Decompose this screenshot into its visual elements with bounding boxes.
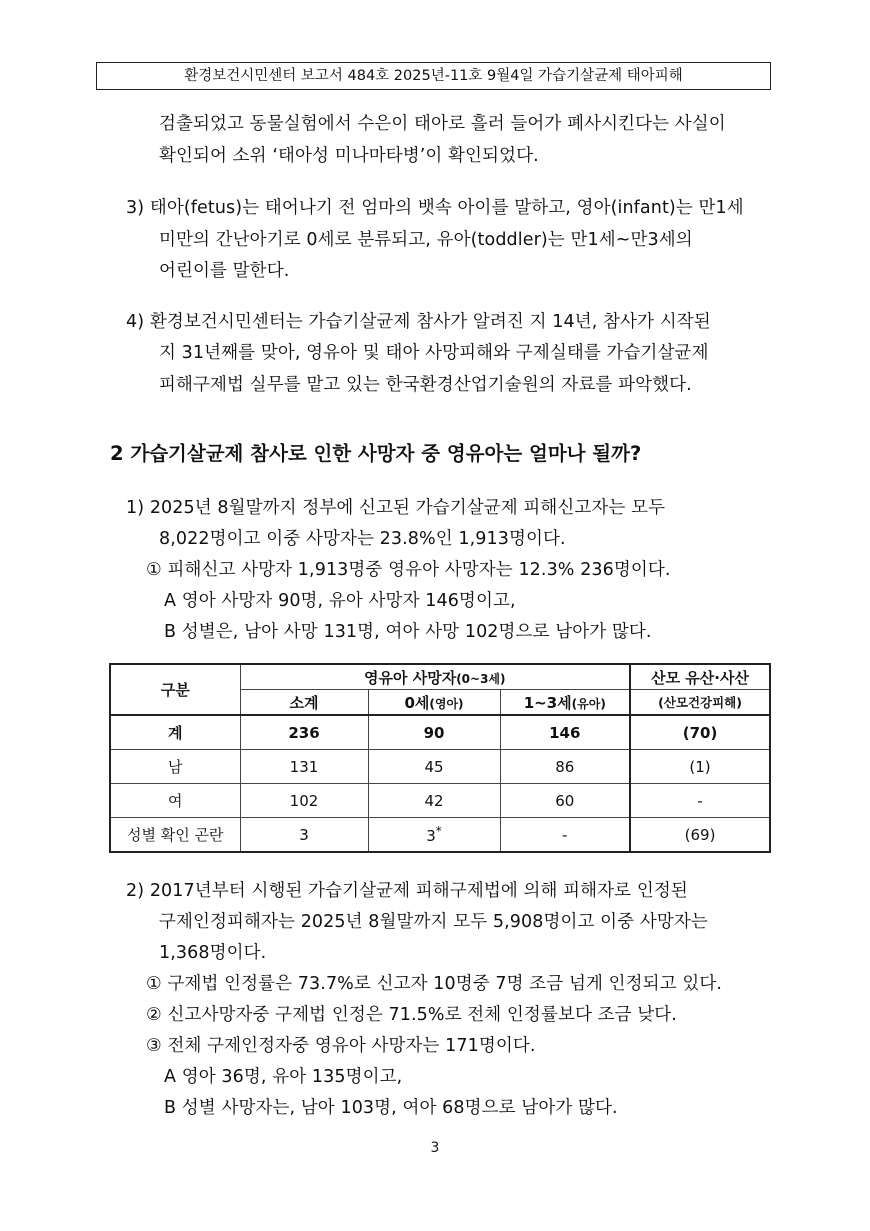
table-row xyxy=(110,784,770,818)
sub-item-2: ② 신고사망자중 구제법 인정은 71.5%로 전체 인정률보다 조금 낮다. xyxy=(146,1005,677,1025)
list-item-3: 3) 태아(fetus)는 태어나기 전 엄마의 뱃속 아이를 말하고, 영아(infant)는 만1세 xyxy=(126,198,744,218)
list-item-1: 1) 2025년 8월말까지 정부에 신고된 가습기살균제 피해신고자는 모두 xyxy=(126,498,666,518)
report-header: 환경보건시민센터 보고서 484호 2025년-11호 9월4일 가습기살균제 태아피해 xyxy=(96,62,771,90)
paragraph-line: 8,022명이고 이중 사망자는 23.8%인 1,913명이다. xyxy=(159,529,566,549)
cell-subtotal: 236 xyxy=(240,715,368,750)
cell-age0: 90 xyxy=(368,715,500,750)
cell-age0: 3* xyxy=(368,818,500,853)
sub-item-b: B 성별은, 남아 사망 131명, 여아 사망 102명으로 남아가 많다. xyxy=(164,622,652,642)
paragraph-line: 구제인정피해자는 2025년 8월말까지 모두 5,908명이고 이중 사망자는 xyxy=(159,912,708,932)
table-row-total xyxy=(110,715,770,750)
sub-item-a: A 영아 사망자 90명, 유아 사망자 146명이고, xyxy=(164,591,516,611)
cell-age1-3: 60 xyxy=(500,784,630,818)
row-label: 남 xyxy=(110,750,240,784)
cell-age1-3: - xyxy=(500,818,630,853)
header-age0: 0세(영아) xyxy=(368,690,500,716)
cell-subtotal: 131 xyxy=(240,750,368,784)
sub-item-a: A 영아 36명, 유아 135명이고, xyxy=(164,1067,403,1087)
paragraph-line: 미만의 간난아기로 0세로 분류되고, 유아(toddler)는 만1세~만3세의 xyxy=(159,230,693,250)
cell-maternal: (70) xyxy=(630,715,770,750)
cell-age1-3: 146 xyxy=(500,715,630,750)
cell-age1-3: 86 xyxy=(500,750,630,784)
sub-item-1: ① 구제법 인정률은 73.7%로 신고자 10명중 7명 조금 넘게 인정되고 있다. xyxy=(146,974,722,994)
header-maternal-sub: (산모건강피해) xyxy=(630,690,770,716)
header-age1-3: 1~3세(유아) xyxy=(500,690,630,716)
paragraph-line: 지 31년째를 맞아, 영유아 및 태아 사망피해와 구제실태를 가습기살균제 xyxy=(159,343,709,363)
cell-maternal: (69) xyxy=(630,818,770,853)
list-item-2: 2) 2017년부터 시행된 가습기살균제 피해구제법에 의해 피해자로 인정된 xyxy=(126,881,688,901)
sub-item-b: B 성별 사망자는, 남아 103명, 여아 68명으로 남아가 많다. xyxy=(164,1098,618,1118)
list-item-4: 4) 환경보건시민센터는 가습기살균제 참사가 알려진 지 14년, 참사가 시작된 xyxy=(126,312,711,332)
paragraph-line: 어린이를 말한다. xyxy=(159,261,290,281)
row-label: 계 xyxy=(110,715,240,750)
page-number: 3 xyxy=(430,1140,440,1156)
cell-age0: 42 xyxy=(368,784,500,818)
sub-item-3: ③ 전체 구제인정자중 영유아 사망자는 171명이다. xyxy=(146,1036,536,1056)
paragraph-line: 확인되어 소위 ‘태아성 미나마타병’이 확인되었다. xyxy=(159,146,539,166)
paragraph-line: 1,368명이다. xyxy=(159,943,267,963)
section-heading: 2 가습기살균제 참사로 인한 사망자 중 영유아는 얼마나 될까? xyxy=(110,442,642,465)
paragraph-line: 검출되었고 동물실험에서 수은이 태아로 흘러 들어가 폐사시킨다는 사실이 xyxy=(159,114,726,134)
row-label: 성별 확인 곤란 xyxy=(110,818,240,853)
sub-item-1: ① 피해신고 사망자 1,913명중 영유아 사망자는 12.3% 236명이다. xyxy=(146,560,671,580)
header-category: 구분 xyxy=(110,664,240,715)
footnote-mark: * xyxy=(435,824,442,838)
header-infant-deaths: 영유아 사망자(0~3세) xyxy=(240,664,630,690)
cell-maternal: - xyxy=(630,784,770,818)
row-label: 여 xyxy=(110,784,240,818)
table-row xyxy=(110,818,770,853)
death-statistics-table xyxy=(109,663,771,853)
cell-age0: 45 xyxy=(368,750,500,784)
cell-subtotal: 102 xyxy=(240,784,368,818)
paragraph-line: 피해구제법 실무를 맡고 있는 한국환경산업기술원의 자료를 파악했다. xyxy=(159,375,692,395)
header-maternal: 산모 유산·사산 xyxy=(630,664,770,690)
cell-subtotal: 3 xyxy=(240,818,368,853)
cell-maternal: (1) xyxy=(630,750,770,784)
table-row xyxy=(110,750,770,784)
header-subtotal: 소계 xyxy=(240,690,368,716)
